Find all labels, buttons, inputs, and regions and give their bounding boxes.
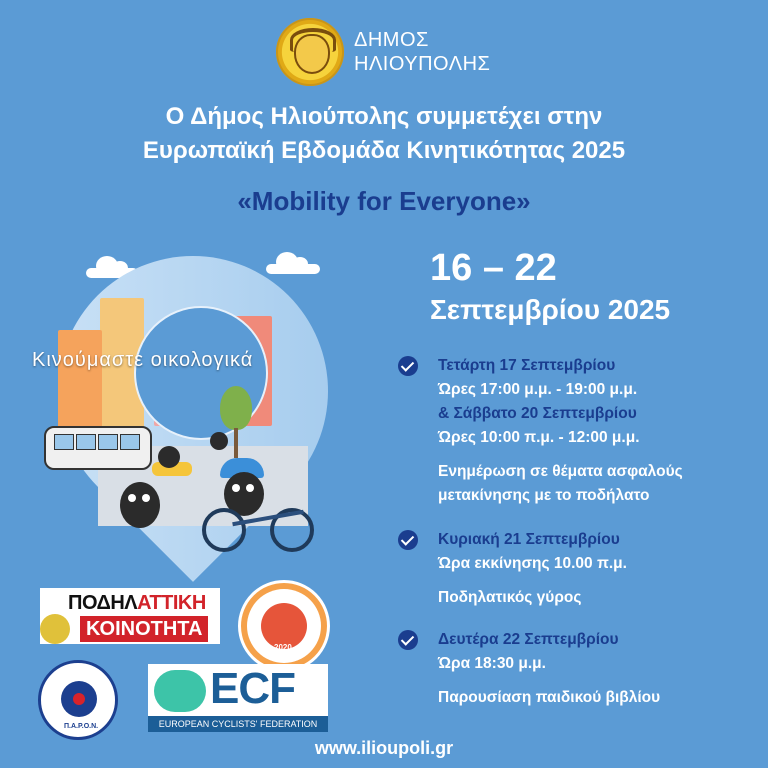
character-walking: [120, 482, 160, 528]
municipality-seal-icon: [276, 18, 344, 86]
website-url: www.ilioupoli.gr: [314, 738, 454, 758]
eye: [128, 494, 136, 502]
eye: [232, 484, 240, 492]
event-day: Κυριακή 21 Σεπτεμβρίου: [438, 531, 620, 548]
poster-title: [0, 100, 768, 168]
event-time: Ώρα 18:30 μ.μ.: [438, 655, 546, 672]
illustration-caption: Κινούμαστε οικολογικά: [32, 349, 254, 371]
character-scooter: [158, 446, 180, 468]
municipality-name-line1: ΔΗΜΟΣ: [354, 29, 429, 51]
check-icon: [398, 356, 418, 376]
bus-window: [54, 434, 74, 450]
event-dates: [430, 246, 670, 330]
mobility-illustration: [32, 246, 368, 566]
municipality-name-line2: ΗΛΙΟΥΠΟΛΗΣ: [354, 53, 491, 75]
bus-window: [120, 434, 140, 450]
paron-center-dot: [73, 693, 85, 705]
bicycle-wheel-icon: [202, 508, 246, 552]
character-small: [210, 432, 228, 450]
event-description: μετακίνησης με το ποδήλατο: [438, 487, 650, 504]
title-line1: Ο Δήμος Ηλιούπολης συμμετέχει στην: [165, 103, 603, 130]
paron-logo: [38, 660, 118, 740]
paron-label: Π.Α.Ρ.Ο.Ν.: [64, 723, 99, 730]
events-list: [398, 354, 748, 710]
check-icon: [398, 530, 418, 550]
event-time: Ώρες 10:00 π.μ. - 12:00 μ.μ.: [438, 429, 640, 446]
podilattiki-line2: ΚΟΙΝΟΤΗΤΑ: [80, 616, 208, 642]
podilattiki-part-b: ΑΤΤΙΚΗ: [137, 592, 206, 614]
cloud-icon: [266, 264, 320, 274]
event-day: & Σάββατο 20 Σεπτεμβρίου: [438, 405, 637, 422]
slogan: «Mobility for Everyone»: [237, 186, 531, 216]
tree-icon: [220, 386, 252, 430]
cycling-federation-logo: [238, 580, 330, 672]
bus-window: [98, 434, 118, 450]
eye: [142, 494, 150, 502]
bus-window: [76, 434, 96, 450]
event-description: Ποδηλατικός γύρος: [438, 589, 582, 606]
podilattiki-line1: [68, 592, 206, 615]
event-item-ride: [398, 528, 748, 628]
seal-face: [294, 34, 330, 74]
tree-trunk: [234, 428, 238, 458]
podilattiki-part-a: ΠΟΔΗΛ: [68, 592, 138, 614]
ecf-letters: ECF: [210, 664, 295, 713]
ecf-full-name: EUROPEAN CYCLISTS' FEDERATION: [148, 716, 328, 732]
event-time: Ώρα εκκίνησης 10.00 π.μ.: [438, 555, 627, 572]
title-line2: Ευρωπαϊκή Εβδομάδα Κινητικότητας 2025: [142, 137, 626, 164]
municipality-name: [354, 28, 490, 76]
check-icon: [398, 630, 418, 650]
event-item-book: [398, 628, 748, 710]
event-description: Ενημέρωση σε θέματα ασφαλούς: [438, 463, 683, 480]
event-description: Παρουσίαση παιδικού βιβλίου: [438, 689, 661, 706]
federation-year: 2020: [274, 643, 292, 652]
event-time: Ώρες 17:00 μ.μ. - 19:00 μ.μ.: [438, 381, 638, 398]
date-month-year: Σεπτεμβρίου 2025: [430, 294, 671, 325]
header: [0, 14, 768, 90]
event-day: Τετάρτη 17 Σεπτεμβρίου: [438, 357, 616, 374]
ecf-logo: [148, 664, 328, 732]
bus-icon: [44, 426, 152, 470]
event-day: Δευτέρα 22 Σεπτεμβρίου: [438, 631, 619, 648]
bicycle-icon: [40, 614, 70, 644]
podilattiki-koinotita-logo: [40, 588, 220, 644]
building: [58, 330, 102, 430]
eye: [246, 484, 254, 492]
ecf-wheel-icon: [154, 670, 206, 712]
date-range: 16 – 22: [430, 247, 557, 289]
event-item-safety: [398, 354, 748, 528]
